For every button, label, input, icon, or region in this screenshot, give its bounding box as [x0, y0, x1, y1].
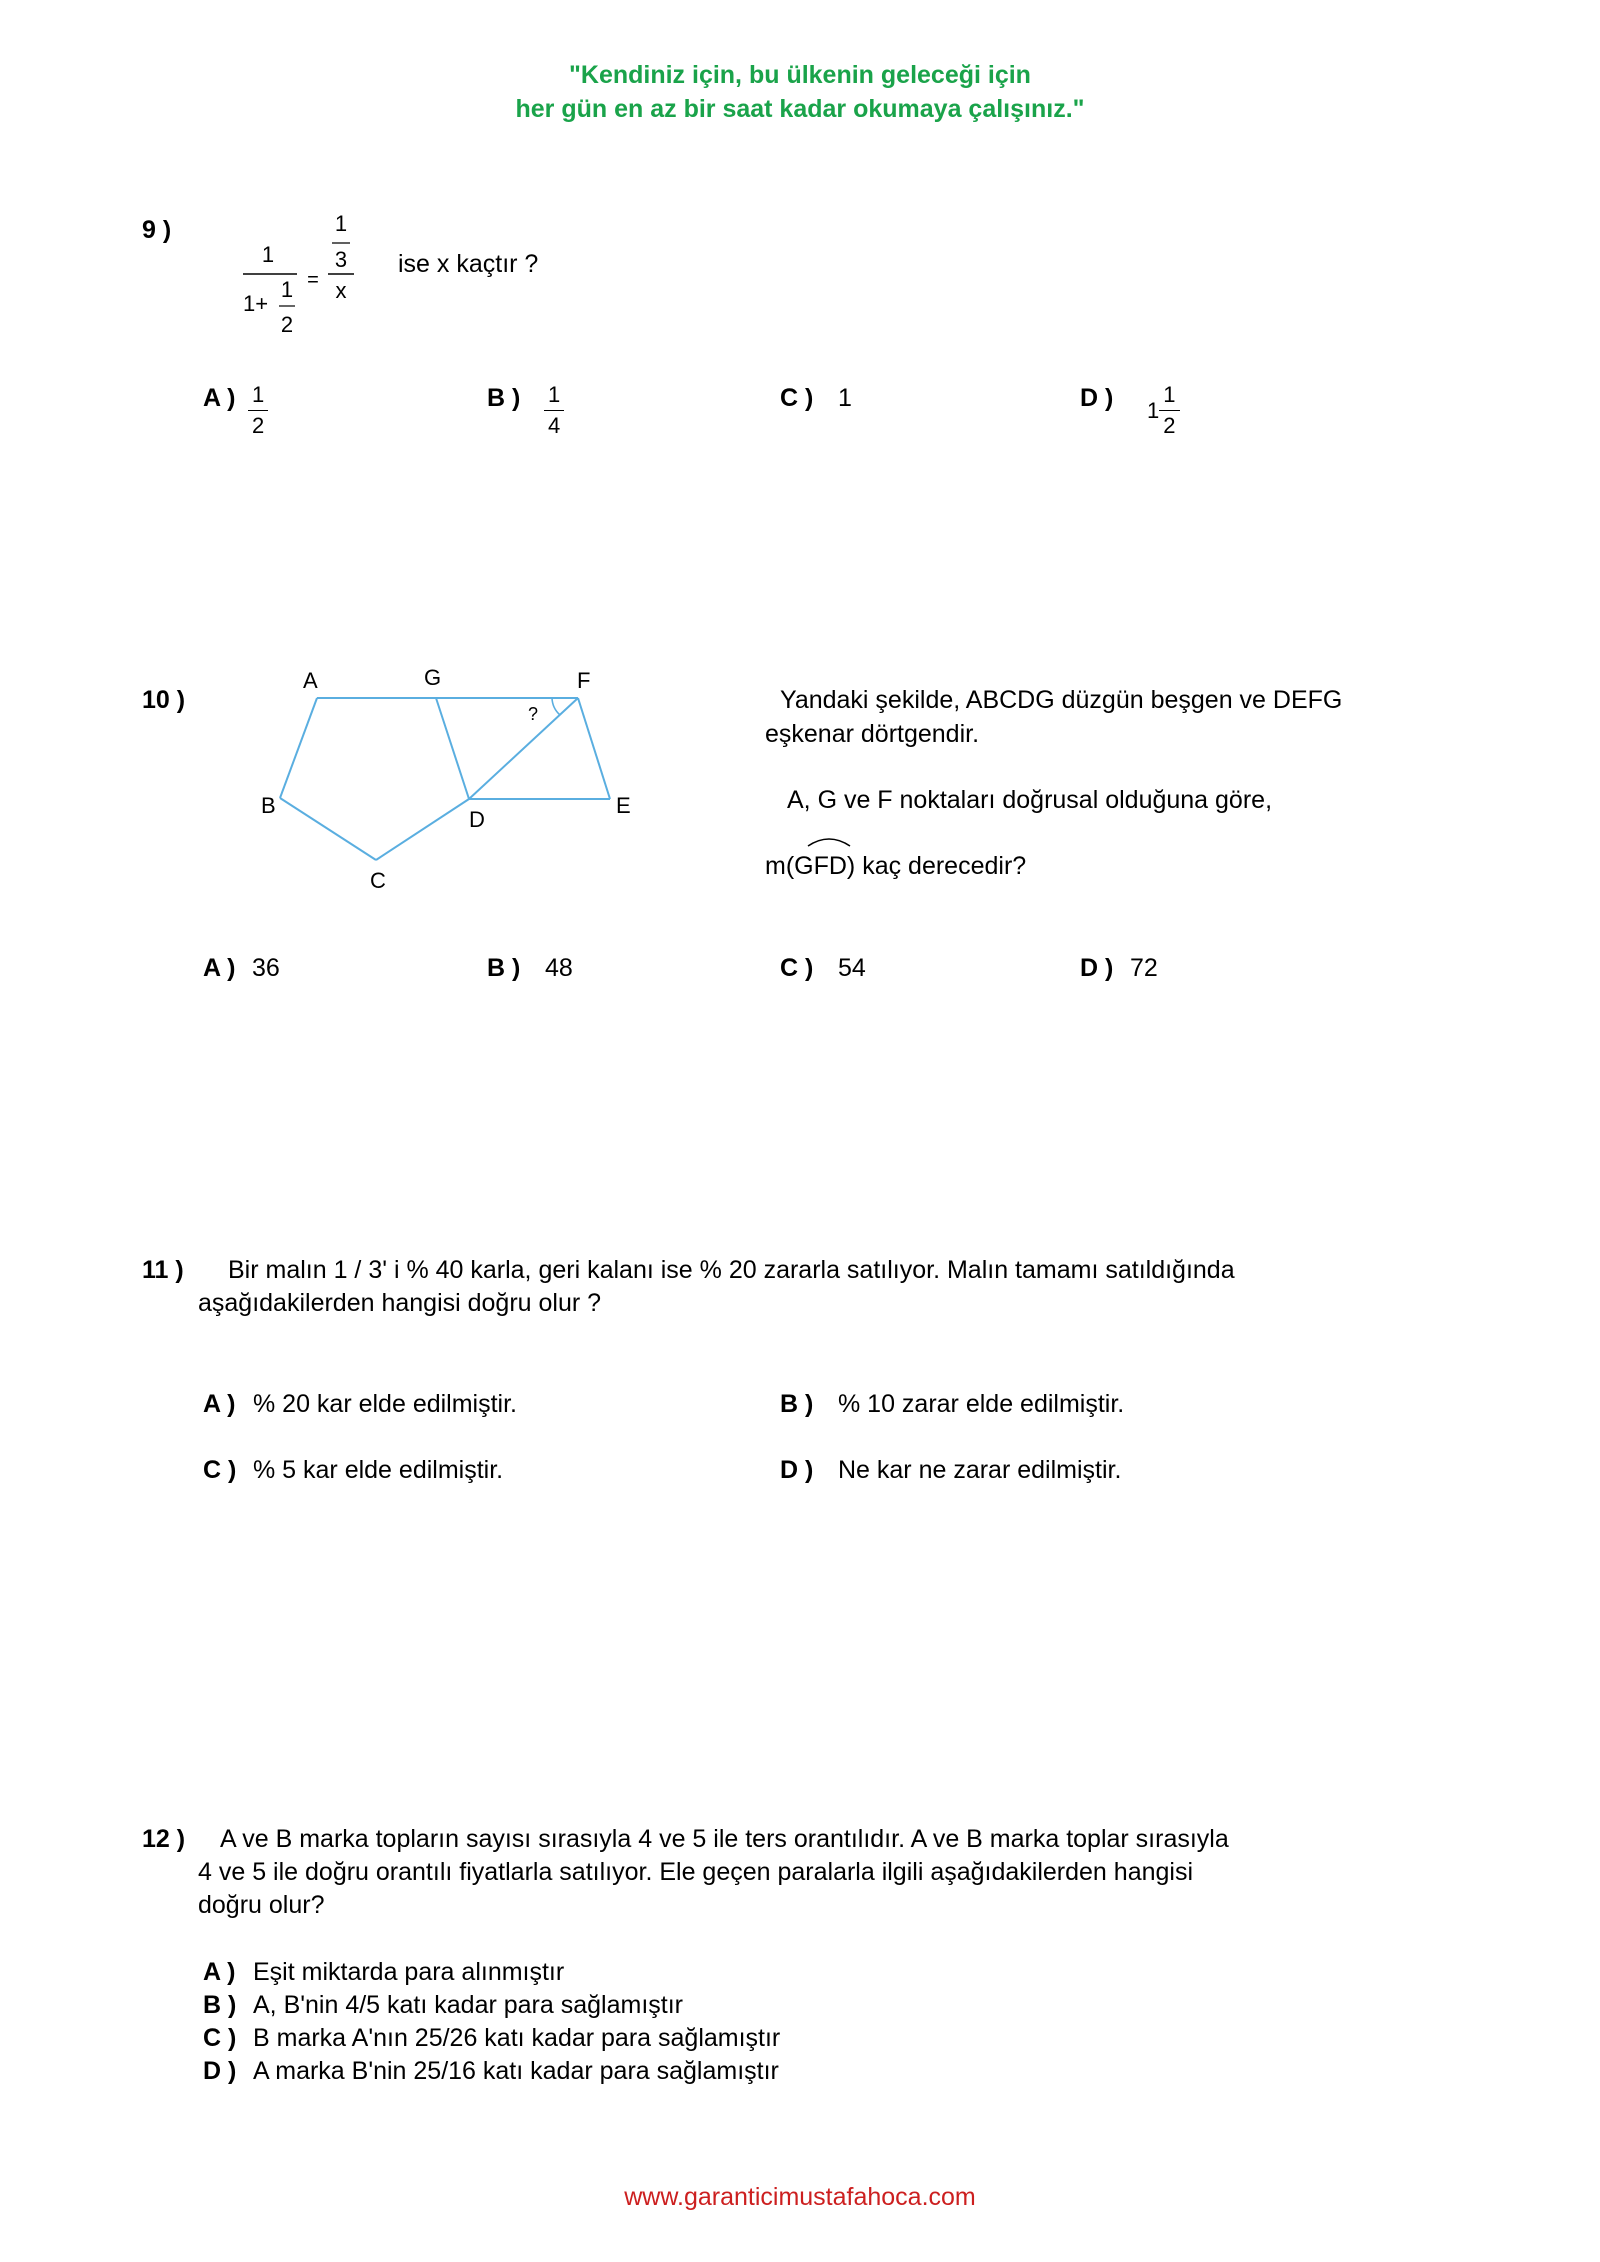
angle-gfd-arc: [552, 698, 560, 715]
segment-gd: [436, 698, 469, 799]
q9-rhs-num-num: 1: [334, 211, 348, 236]
point-label-f: F: [577, 668, 591, 693]
point-label-d: D: [469, 807, 485, 832]
q11-text-line2: aşağıdakilerden hangisi doğru olur ?: [198, 1289, 602, 1317]
q12-option-c-value[interactable]: B marka A'nın 25/26 katı kadar para sağlamıştır: [253, 2024, 781, 2052]
q10-option-d-value[interactable]: 72: [1130, 954, 1158, 982]
q10-option-c-value[interactable]: 54: [838, 954, 866, 982]
q10-option-d-label[interactable]: D ): [1080, 954, 1114, 982]
q11-option-d-value[interactable]: Ne kar ne zarar edilmiştir.: [838, 1456, 1122, 1484]
q9-option-b-value[interactable]: $\frac{1}{4}$: [544, 382, 564, 439]
q10-option-b-value[interactable]: 48: [545, 954, 573, 982]
q12-option-a-label[interactable]: A ): [203, 1958, 236, 1986]
q11-text-line1: Bir malın 1 / 3' i % 40 karla, geri kalanı ise % 20 zararla satılıyor. Malın tamamı satıldığında: [228, 1256, 1235, 1284]
question-11-number: 11 ): [142, 1256, 184, 1284]
segment-ab: [280, 698, 317, 798]
q9-lhs-den-den: 2: [280, 312, 294, 337]
q9-option-d-value[interactable]: 1 $\frac{1}{2}$: [1147, 382, 1180, 439]
q9-rhs-den: x: [335, 278, 347, 303]
point-label-b: B: [261, 793, 276, 818]
segment-bc: [280, 798, 376, 860]
q9-lhs-den-num: 1: [280, 277, 294, 302]
q11-option-c-value[interactable]: % 5 kar elde edilmiştir.: [253, 1456, 504, 1484]
point-label-a: A: [303, 668, 318, 693]
q10-option-c-label[interactable]: C ): [780, 954, 814, 982]
q11-option-a-label[interactable]: A ): [203, 1390, 236, 1418]
q9-option-c-value[interactable]: 1: [838, 384, 852, 412]
question-9-equation: [235, 210, 375, 345]
q9-rhs-num-den: 3: [334, 247, 348, 272]
q9-lhs-den-int: 1+: [243, 291, 269, 316]
q11-option-c-label[interactable]: C ): [203, 1456, 237, 1484]
q9-lhs-numerator: 1: [261, 242, 275, 267]
q10-text-line2: eşkenar dörtgendir.: [765, 720, 980, 748]
segment-df: [469, 698, 578, 799]
header-quote: [0, 58, 1600, 126]
point-label-e: E: [616, 793, 631, 818]
angle-arc-symbol: [806, 834, 852, 848]
q12-option-d-value[interactable]: A marka B'nin 25/16 katı kadar para sağlamıştır: [253, 2057, 779, 2085]
q10-option-b-label[interactable]: B ): [487, 954, 521, 982]
header-quote-line2: her gün en az bir saat kadar okumaya çalışınız.": [515, 95, 1085, 123]
question-9-text: ise x kaçtır ?: [398, 250, 539, 278]
q10-option-a-value[interactable]: 36: [252, 954, 280, 982]
question-10-figure: [240, 660, 660, 900]
q12-text-line2: 4 ve 5 ile doğru orantılı fiyatlarla satılıyor. Ele geçen paralarla ilgili aşağıdakilerden hangisi: [198, 1858, 1194, 1886]
q9-option-c-label[interactable]: C ): [780, 384, 814, 412]
q12-option-b-label[interactable]: B ): [203, 1991, 237, 2019]
q9-option-d-label[interactable]: D ): [1080, 384, 1114, 412]
question-12-number: 12 ): [142, 1825, 186, 1853]
q11-option-b-value[interactable]: % 10 zarar elde edilmiştir.: [838, 1390, 1125, 1418]
q11-option-d-label[interactable]: D ): [780, 1456, 814, 1484]
q12-option-d-label[interactable]: D ): [203, 2057, 237, 2085]
angle-question-mark: ?: [528, 704, 539, 724]
q10-text-line3: A, G ve F noktaları doğrusal olduğuna göre,: [787, 786, 1273, 814]
q12-option-a-value[interactable]: Eşit miktarda para alınmıştır: [253, 1958, 565, 1986]
q10-text-line1: Yandaki şekilde, ABCDG düzgün beşgen ve DEFG: [780, 686, 1343, 714]
q9-option-a-label[interactable]: A ): [203, 384, 236, 412]
q10-text-line4: m(GFD) kaç derecedir?: [765, 852, 1027, 880]
segment-cd: [376, 799, 469, 860]
q9-option-a-value[interactable]: $\frac{1}{2}$: [248, 382, 268, 439]
question-10-number: 10 ): [142, 686, 186, 714]
point-label-c: C: [370, 868, 386, 893]
q12-option-c-label[interactable]: C ): [203, 2024, 237, 2052]
q12-option-b-value[interactable]: A, B'nin 4/5 katı kadar para sağlamıştır: [253, 1991, 683, 2019]
header-quote-line1: "Kendiniz için, bu ülkenin geleceği için: [569, 61, 1031, 89]
footer-website-link[interactable]: www.garanticimustafahoca.com: [624, 2183, 976, 2211]
q9-equals-sign: =: [307, 269, 319, 291]
q12-text-line1: A ve B marka topların sayısı sırasıyla 4 ve 5 ile ters orantılıdır. A ve B marka toplar sırasıyla: [220, 1825, 1229, 1853]
q10-option-a-label[interactable]: A ): [203, 954, 236, 982]
q9-option-b-label[interactable]: B ): [487, 384, 521, 412]
question-9-number: 9 ): [142, 216, 172, 244]
q11-option-b-label[interactable]: B ): [780, 1390, 814, 1418]
point-label-g: G: [424, 665, 442, 690]
q12-text-line3: doğru olur?: [198, 1891, 325, 1919]
q11-option-a-value[interactable]: % 20 kar elde edilmiştir.: [253, 1390, 518, 1418]
segment-ef: [578, 698, 610, 799]
